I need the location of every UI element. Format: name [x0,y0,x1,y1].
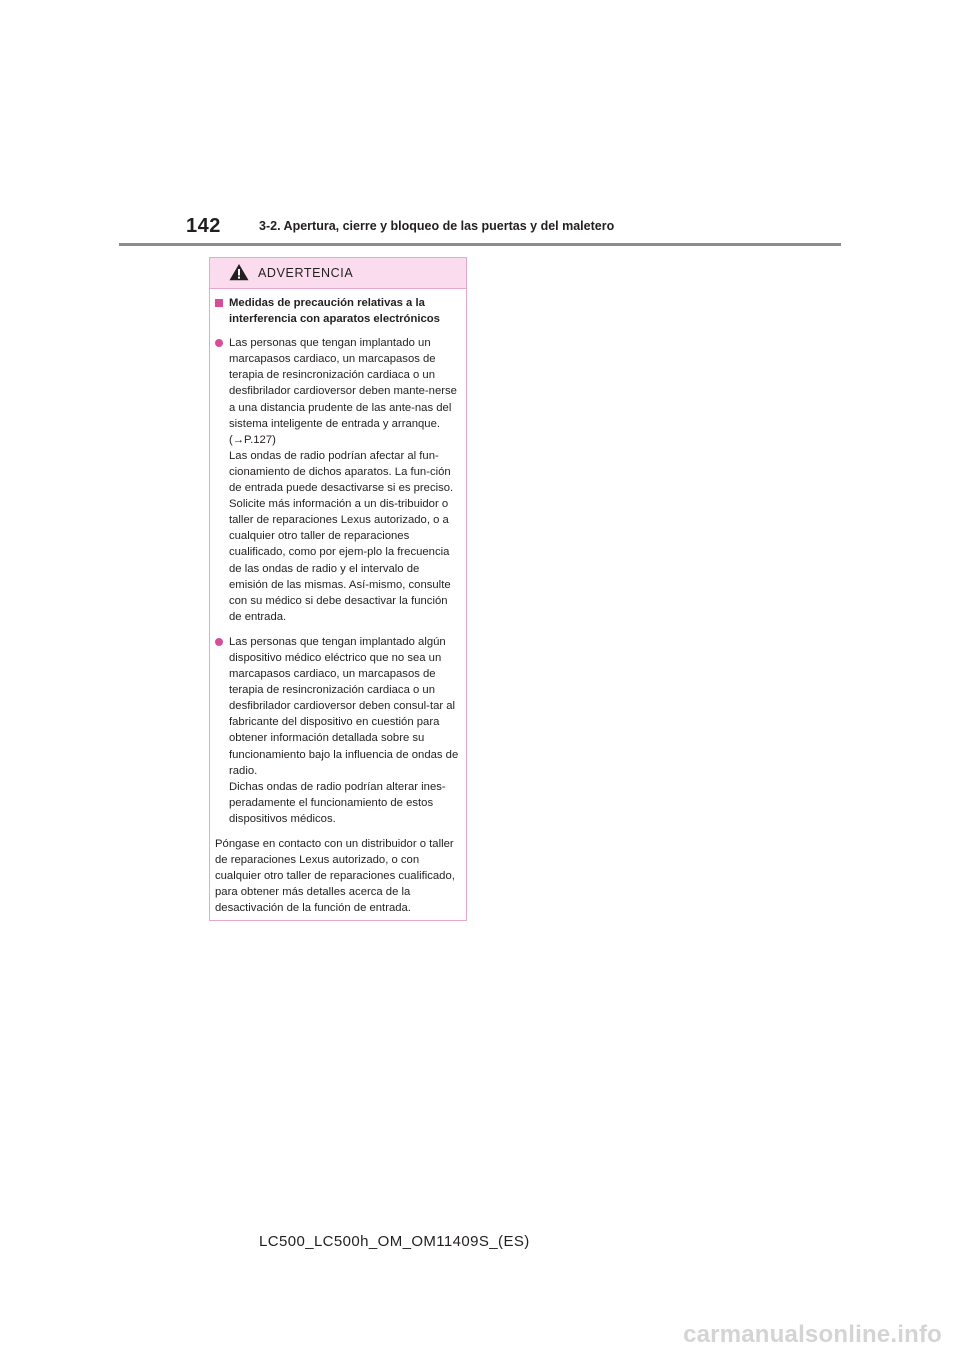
warning-body [210,289,466,916]
warning-header [210,258,466,289]
list-item [215,634,460,827]
sub-heading-text: Medidas de precaución relativas a la interferencia con aparatos electrónicos [229,297,440,326]
page-number: 142 [186,215,221,237]
warning-sub-heading [215,295,460,327]
circle-bullet-icon [215,339,223,347]
list-item [215,335,460,625]
item-paragraph: Las ondas de radio podrían afectar al fun-cionamiento de dichos aparatos. La fun-ción de entrada puede desactivarse si es preciso. Solicite más información a un dis-tribuidor o taller de reparaciones Lexus autorizado, o a cualquier otro taller de reparaciones cualificado, como por ejem-plo la frecuencia de las ondas de radio y el intervalo de emisión de las mismas. Así-mismo, consulte con su médico si debe desactivar la función de entrada. [229,449,454,623]
warning-title: ADVERTENCIA [258,266,354,280]
item-paragraph: Las personas que tengan implantado un marcapasos cardiaco, un marcapasos de terapia de resincronización cardiaca o un desfibrilador cardioversor deben mante-nerse a una distancia prudente de las ante-nas del sistema inteligente de entrada y arranque. (→P.127) [229,337,457,446]
circle-bullet-icon [215,638,223,646]
item-paragraph: Las personas que tengan implantado algún dispositivo médico eléctrico que no sea un marcapasos cardiaco, un marcapasos de terapia de resincronización cardiaca o un desfibrilador cardioversor deben consul-tar al fabricante del dispositivo en cuestión para obtener información detallada sobre su funcionamiento bajo la influencia de ondas de radio. [229,635,459,777]
section-title: 3-2. Apertura, cierre y bloqueo de las puertas y del maletero [259,219,615,233]
watermark-link[interactable]: carmanualsonline.info [683,1321,942,1348]
warning-triangle-icon [229,263,249,281]
square-bullet-icon [215,299,223,307]
header-divider [119,243,841,246]
closing-paragraph: Póngase en contacto con un distribuidor o taller de reparaciones Lexus autorizado, o con cualquier otro taller de reparaciones cualificado, para obtener más detalles acerca de la desactivación de la función de entrada. [215,838,455,915]
warning-box [209,257,467,921]
footer-code: LC500_LC500h_OM_OM11409S_(ES) [259,1233,530,1250]
item-paragraph: Dichas ondas de radio podrían alterar ines-peradamente el funcionamiento de estos dispositivos médicos. [229,780,446,825]
